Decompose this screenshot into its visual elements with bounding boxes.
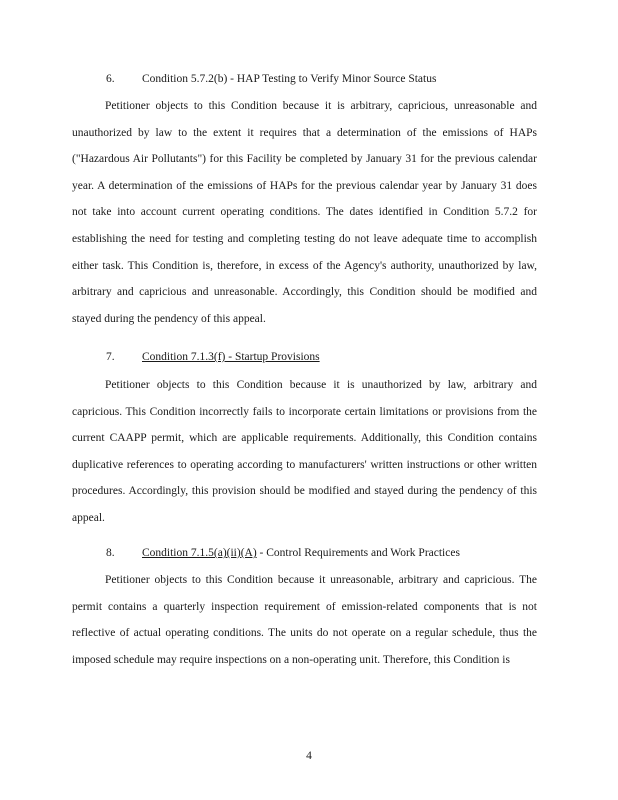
section-8-body: Petitioner objects to this Condition because it unreasonable, arbitrary and capricious. The permit contains a quarterly inspection requirement of emission-related components that is not reflective of actual operating conditions. The units do not operate on a regular schedule, thus the imposed schedule may require inspections on a non-operating unit. Therefore, this Condition is bbox=[72, 574, 537, 666]
section-6-title: Condition 5.7.2(b) - HAP Testing to Verify Minor Source Status bbox=[142, 73, 437, 85]
section-6-heading bbox=[106, 72, 436, 86]
section-7-body: Petitioner objects to this Condition because it is unauthorized by law, arbitrary and capricious. This Condition incorrectly fails to incorporate certain limitations or provisions from the current CAAPP permit, which are applicable requirements. Additionally, this Condition contains duplicative references to operating according to manufacturers' written instructions or other written procedures. Accordingly, this provision should be modified and stayed during the pendency of this appeal. bbox=[72, 379, 537, 524]
section-8-title-underlined: Condition 7.1.5(a)(ii)(A) bbox=[142, 547, 257, 559]
page-number: 4 bbox=[306, 750, 312, 762]
section-7-heading bbox=[106, 350, 320, 364]
section-6-body: Petitioner objects to this Condition because it is arbitrary, capricious, unreasonable and unauthorized by law to the extent it requires that a determination of the emissions of HAPs ("Hazardous Air Pollutants") for this Facility be completed by January 31 for the previous calendar year. A determination of the emissions of HAPs for the previous calendar year by January 31 does not take into account current operating conditions. The dates identified in Condition 5.7.2 for establishing the need for testing and completing testing do not leave adequate time to accomplish either task. This Condition is, therefore, in excess of the Agency's authority, unauthorized by law, arbitrary and capricious and unreasonable. Accordingly, this Condition should be modified and stayed during the pendency of this appeal. bbox=[72, 100, 537, 325]
section-6-number: 6. bbox=[106, 73, 115, 85]
section-7-number: 7. bbox=[106, 351, 115, 363]
section-8-title-rest: - Control Requirements and Work Practices bbox=[256, 547, 460, 559]
section-8-number: 8. bbox=[106, 547, 115, 559]
section-8-heading bbox=[106, 546, 460, 560]
section-7-title: Condition 7.1.3(f) - Startup Provisions bbox=[142, 351, 320, 363]
